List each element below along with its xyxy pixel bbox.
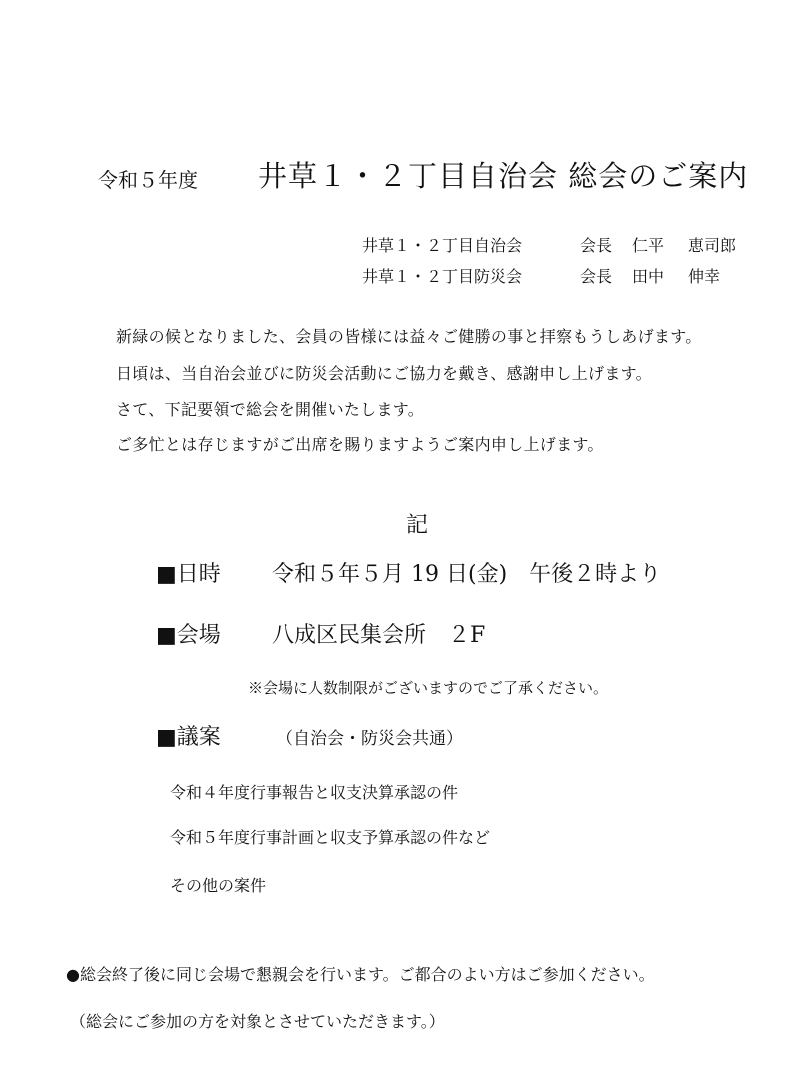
signatory-family-name: 仁平 (632, 236, 665, 255)
datetime-label: ■日時 (156, 562, 221, 587)
signatory-1 (362, 233, 736, 256)
signatory-org: 井草１・２丁目防災会 (362, 267, 523, 286)
body-line-2: 日頃は、当自治会並びに防災会活動にご協力を戴き、感謝申し上げます。 (116, 364, 652, 383)
signatory-given-name: 伸幸 (688, 267, 721, 286)
signatory-given-name: 恵司郎 (688, 236, 737, 255)
agenda-sub-label: （自治会・防災会共通） (276, 729, 463, 749)
body-line-4: ご多忙とは存じますがご出席を賜りますようご案内申し上げます。 (116, 435, 604, 454)
ki-heading: 記 (406, 513, 429, 538)
venue-note: ※会場に人数制限がございますのでご了承ください。 (248, 679, 609, 697)
body-line-3: さて、下記要領で総会を開催いたします。 (116, 400, 425, 419)
signatory-org: 井草１・２丁目自治会 (362, 236, 523, 255)
footer-notice: ●総会終了後に同じ会場で懇親会を行います。ご都合のよい方はご参加ください。 (66, 965, 655, 984)
agenda-item-1: 令和４年度行事報告と収支決算承認の件 (170, 783, 459, 802)
title-year: 令和５年度 (98, 168, 198, 192)
agenda-label: ■議案 (156, 725, 221, 750)
agenda-item-2: 令和５年度行事計画と収支予算承認の件など (170, 828, 491, 847)
signatory-family-name: 田中 (632, 267, 665, 286)
venue-label: ■会場 (156, 623, 221, 648)
agenda-item-3: その他の案件 (170, 876, 267, 895)
signatory-role: 会長 (580, 236, 613, 255)
body-line-1: 新緑の候となりました、会員の皆様には益々ご健勝の事と拝察もうしあげます。 (116, 327, 702, 346)
venue-value: 八成区民集会所 ２F (272, 623, 486, 648)
page-title: 井草１・２丁目自治会 総会のご案内 (258, 159, 749, 193)
signatory-role: 会長 (580, 267, 613, 286)
signatory-2 (362, 264, 720, 287)
footer-note: （総会にご参加の方を対象とさせていただきます。） (70, 1012, 445, 1031)
datetime-value: 令和５年５月 19 日(金) 午後２時より (272, 562, 662, 587)
